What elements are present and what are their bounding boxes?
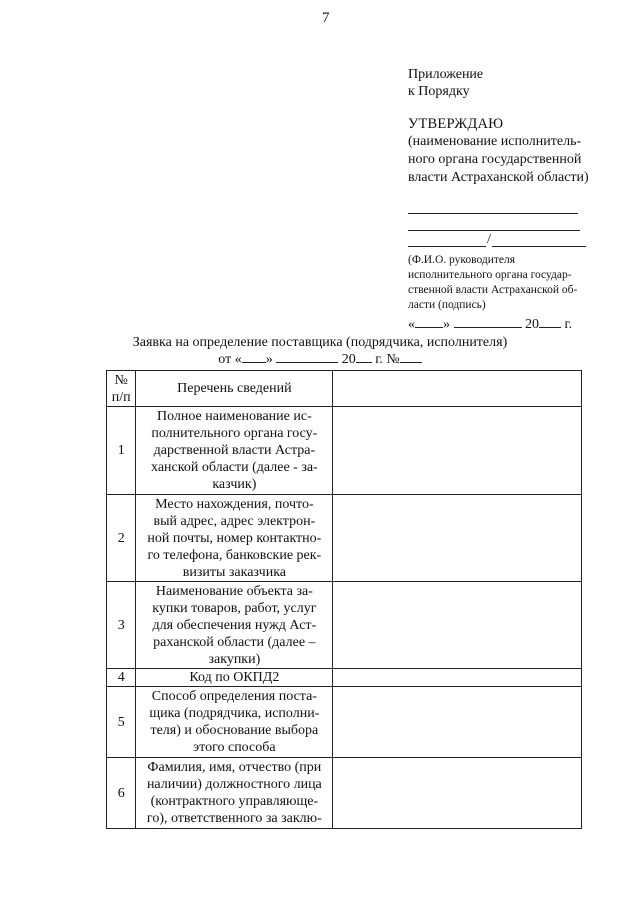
table-header-row (107, 371, 582, 407)
year-blank (539, 315, 561, 328)
org-caption-3: власти Астраханской области) (408, 170, 589, 185)
header-num: № п/п (107, 371, 136, 407)
row-5-value-cell (333, 687, 582, 758)
page-number: 7 (322, 10, 330, 26)
month-blank (454, 315, 522, 328)
org-name-line-1 (408, 199, 578, 214)
annex-to-label: к Порядку (408, 84, 470, 99)
row-1-value-cell (333, 407, 582, 495)
row-6-value-cell (333, 758, 582, 829)
title-day-blank (242, 351, 266, 363)
org-caption-2: ного органа государственной (408, 152, 582, 167)
signature-slash: / (487, 232, 491, 247)
table-row: 6 Фамилия, имя, отчество (при наличии) должностного лица (контрактного управляюще- го), ответственного за заклю- (107, 758, 582, 829)
org-caption-1: (наименование исполнитель- (408, 134, 582, 149)
row-3-value-cell (333, 582, 582, 669)
approve-heading: УТВЕРЖДАЮ (408, 116, 504, 132)
row-2-value-cell (333, 495, 582, 582)
fio-caption-1: (Ф.И.О. руководителя (408, 254, 516, 266)
table-row: 1 Полное наименование ис- полнительного органа госу- дарственной власти Астра- ханской области (далее - за- казчик) (107, 407, 582, 495)
annex-label: Приложение (408, 67, 484, 82)
approval-date-row: « » 20 г. (408, 317, 573, 332)
request-table (106, 370, 582, 829)
fio-caption-2: исполнительного органа государ- (408, 269, 572, 281)
org-name-line-2 (408, 216, 580, 231)
title-year-blank (356, 351, 372, 363)
day-blank (415, 315, 443, 328)
request-title (0, 334, 640, 368)
table-row: 3 Наименование объекта за- купки товаров, работ, услуг для обеспечения нужд Аст- раханской области (далее – закупки) (107, 582, 582, 669)
row-4-value-cell (333, 669, 582, 687)
table-row: 4 Код по ОКПД2 (107, 669, 582, 687)
signature-line (408, 231, 586, 247)
approval-block (408, 66, 608, 333)
request-title-line-1: Заявка на определение поставщика (подрядчика, исполнителя) (132, 335, 508, 350)
request-title-line-2: от « » 20 г. № (0, 351, 640, 368)
fio-caption (408, 253, 608, 313)
header-desc: Перечень сведений (136, 371, 333, 407)
table-row: 2 Место нахождения, почто- вый адрес, адрес электрон- ной почты, номер контактно- го телефона, банковские рек- визиты заказчика (107, 495, 582, 582)
header-value (333, 371, 582, 407)
fio-caption-3: ственной власти Астраханской об- (408, 284, 578, 296)
table-row: 5 Способ определения поста- щика (подрядчика, исполни- теля) и обоснование выбора этого способа (107, 687, 582, 758)
fio-caption-4: ласти (подпись) (408, 299, 486, 311)
title-month-blank (276, 351, 338, 363)
title-number-blank (400, 351, 422, 363)
